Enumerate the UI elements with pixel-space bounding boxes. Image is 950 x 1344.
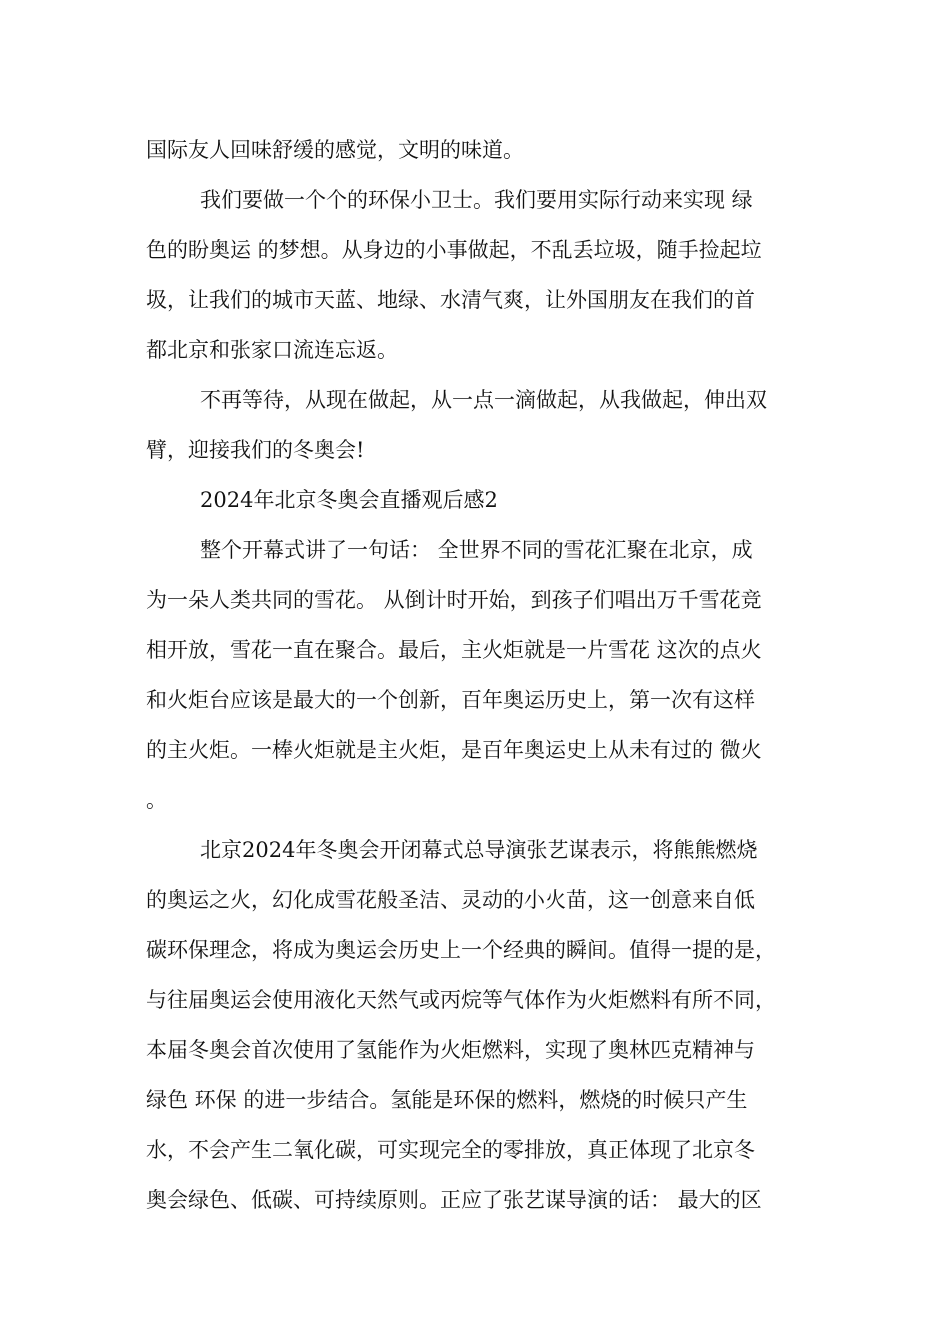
text-line-9: 整个开幕式讲了一句话： 全世界不同的雪花汇聚在北京，成 (200, 538, 753, 562)
text-line-16: 的奥运之火，幻化成雪花般圣洁、灵动的小火苗，这一创意来自低 (146, 888, 755, 912)
text-line-14: 。 (146, 788, 167, 812)
text-line-2: 我们要做一个个的环保小卫士。我们要用实际行动来实现 绿 (200, 188, 753, 212)
text-line-3: 色的盼奥运 的梦想。从身边的小事做起，不乱丢垃圾，随手捡起垃 (146, 238, 762, 262)
text-line-11: 相开放，雪花一直在聚合。最后，主火炬就是一片雪花 这次的点火 (146, 638, 762, 662)
text-line-20: 绿色 环保 的进一步结合。氢能是环保的燃料，燃烧的时候只产生 (146, 1088, 748, 1112)
text-line-19: 本届冬奥会首次使用了氢能作为火炬燃料，实现了奥林匹克精神与 (146, 1038, 755, 1062)
text-line-12: 和火炬台应该是最大的一个创新，百年奥运历史上，第一次有这样 (146, 688, 755, 712)
text-line-7: 臂，迎接我们的冬奥会! (146, 438, 365, 462)
text-line-10: 为一朵人类共同的雪花。 从倒计时开始，到孩子们唱出万千雪花竞 (146, 588, 762, 612)
text-line-22: 奥会绿色、低碳、可持续原则。正应了张艺谋导演的话： 最大的区 (146, 1188, 762, 1212)
section-heading: 2024年北京冬奥会直播观后感2 (200, 488, 498, 512)
text-line-6: 不再等待，从现在做起，从一点一滴做起，从我做起，伸出双 (200, 388, 767, 412)
text-line-17: 碳环保理念，将成为奥运会历史上一个经典的瞬间。值得一提的是， (146, 938, 776, 962)
text-line-18: 与往届奥运会使用液化天然气或丙烷等气体作为火炬燃料有所不同， (146, 988, 776, 1012)
text-line-13: 的主火炬。一棒火炬就是主火炬，是百年奥运史上从未有过的 微火 (146, 738, 762, 762)
text-line-21: 水，不会产生二氧化碳，可实现完全的零排放，真正体现了北京冬 (146, 1138, 755, 1162)
text-line-5: 都北京和张家口流连忘返。 (146, 338, 398, 362)
text-line-1: 国际友人回味舒缓的感觉，文明的味道。 (146, 138, 524, 162)
text-line-15: 北京2024年冬奥会开闭幕式总导演张艺谋表示，将熊熊燃烧 (200, 838, 758, 862)
text-line-4: 圾，让我们的城市天蓝、地绿、水清气爽，让外国朋友在我们的首 (146, 288, 755, 312)
